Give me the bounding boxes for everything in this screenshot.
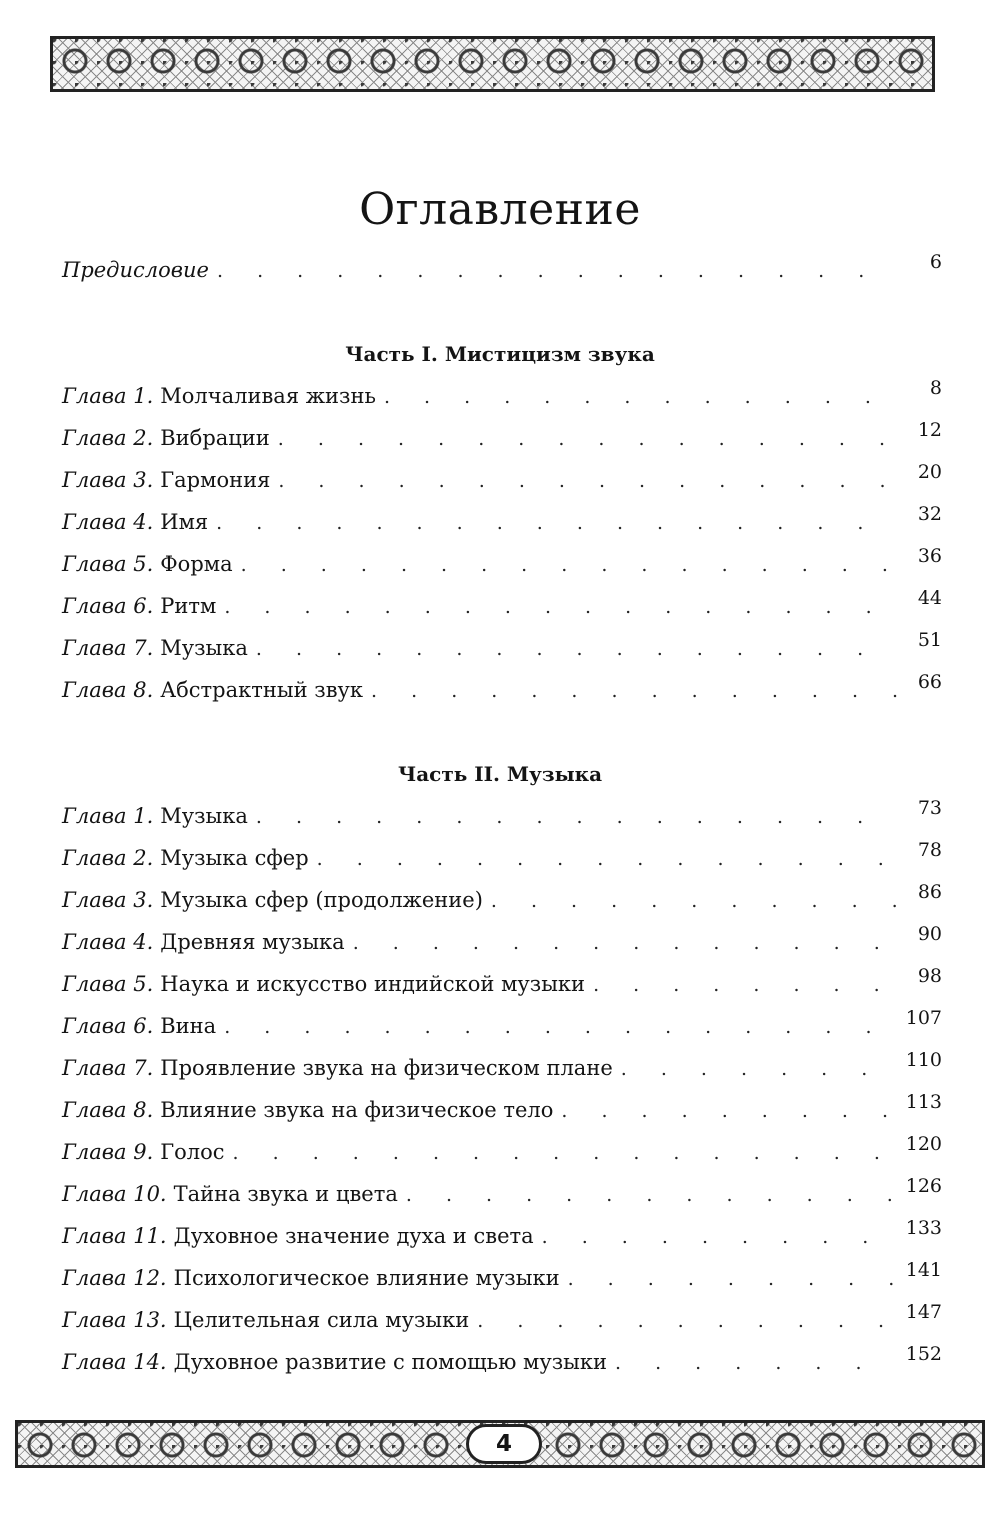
chapter-prefix: Глава 3. xyxy=(62,468,154,492)
chapter-title: Ритм xyxy=(160,594,217,618)
toc-page-number: 32 xyxy=(917,503,942,525)
dot-leader xyxy=(224,1016,896,1038)
dot-leader xyxy=(233,1142,896,1164)
chapter-title: Музыка xyxy=(160,636,248,660)
chapter-title: Наука и искусство индийской музыки xyxy=(160,972,586,996)
chapter-title: Голос xyxy=(160,1140,225,1164)
part-heading: Часть I. Мистицизм звука xyxy=(345,342,655,366)
chapter-prefix: Глава 1. xyxy=(62,384,154,408)
toc-page-number: 133 xyxy=(905,1217,942,1239)
dot-leader xyxy=(491,890,898,912)
chapter-prefix: Глава 10. xyxy=(62,1182,167,1206)
chapter-prefix: Глава 4. xyxy=(62,510,154,534)
chapter-title: Гармония xyxy=(160,468,271,492)
toc-page-number: 73 xyxy=(917,797,942,819)
toc-page-number: 120 xyxy=(905,1133,942,1155)
toc-page-number: 147 xyxy=(905,1301,942,1323)
dot-leader xyxy=(353,932,898,954)
toc-entry[interactable] xyxy=(62,1217,942,1254)
toc-page-number: 113 xyxy=(905,1091,942,1113)
dot-leader xyxy=(256,806,898,828)
toc-entry[interactable] xyxy=(62,923,942,960)
dot-leader xyxy=(568,1268,896,1290)
chapter-title: Проявление звука на физическом плане xyxy=(160,1056,613,1080)
toc-entry[interactable] xyxy=(62,587,942,624)
toc-entry-preface[interactable] xyxy=(62,251,942,288)
dot-leader xyxy=(278,470,898,492)
chapter-title: Абстрактный звук xyxy=(160,678,364,702)
chapter-prefix: Глава 12. xyxy=(62,1266,167,1290)
toc-page-number: 110 xyxy=(905,1049,942,1071)
toc-preface-label: Предисловие xyxy=(62,258,209,282)
toc-entry[interactable] xyxy=(62,1133,942,1170)
toc-page-number: 98 xyxy=(917,965,942,987)
chapter-title: Духовное развитие с помощью музыки xyxy=(173,1350,608,1374)
toc-entry[interactable] xyxy=(62,1007,942,1044)
toc-entry[interactable] xyxy=(62,965,942,1002)
chapter-prefix: Глава 2. xyxy=(62,846,154,870)
toc-page-number: 36 xyxy=(917,545,942,567)
toc-entry[interactable] xyxy=(62,839,942,876)
toc-entry[interactable] xyxy=(62,461,942,498)
chapter-prefix: Глава 6. xyxy=(62,594,154,618)
toc-entry[interactable] xyxy=(62,629,942,666)
dot-leader xyxy=(216,512,898,534)
toc-page-number: 51 xyxy=(917,629,942,651)
toc-entry[interactable] xyxy=(62,377,942,414)
toc-entry[interactable] xyxy=(62,1091,942,1128)
toc-page-number: 152 xyxy=(905,1343,942,1365)
toc-entry[interactable] xyxy=(62,1259,942,1296)
dot-leader xyxy=(217,260,898,282)
toc-page-number: 141 xyxy=(905,1259,942,1281)
toc-page-number: 44 xyxy=(917,587,942,609)
toc-page-number: 78 xyxy=(917,839,942,861)
toc-entry[interactable] xyxy=(62,1301,942,1338)
toc-page-number: 12 xyxy=(917,419,942,441)
dot-leader xyxy=(256,638,898,660)
toc-page-number: 90 xyxy=(917,923,942,945)
chapter-title: Имя xyxy=(160,510,209,534)
chapter-title: Духовное значение духа и света xyxy=(173,1224,534,1248)
dot-leader xyxy=(542,1226,896,1248)
dot-leader xyxy=(621,1058,896,1080)
toc-entry[interactable] xyxy=(62,1175,942,1212)
chapter-prefix: Глава 8. xyxy=(62,678,154,702)
toc-entry[interactable] xyxy=(62,797,942,834)
chapter-title: Вибрации xyxy=(160,426,270,450)
top-ornament-border xyxy=(50,36,935,92)
dot-leader xyxy=(384,386,898,408)
dot-leader xyxy=(615,1352,896,1374)
chapter-title: Молчаливая жизнь xyxy=(160,384,376,408)
dot-leader xyxy=(241,554,898,576)
chapter-prefix: Глава 14. xyxy=(62,1350,167,1374)
chapter-title: Вина xyxy=(160,1014,217,1038)
part-heading: Часть II. Музыка xyxy=(397,762,603,786)
toc-page-number: 8 xyxy=(929,377,942,399)
chapter-title: Влияние звука на физическое тело xyxy=(160,1098,554,1122)
chapter-prefix: Глава 5. xyxy=(62,552,154,576)
chapter-title: Музыка сфер (продолжение) xyxy=(160,888,483,912)
chapter-title: Музыка xyxy=(160,804,248,828)
chapter-prefix: Глава 5. xyxy=(62,972,154,996)
chapter-prefix: Глава 13. xyxy=(62,1308,167,1332)
chapter-prefix: Глава 2. xyxy=(62,426,154,450)
chapter-title: Древняя музыка xyxy=(160,930,345,954)
toc-entry[interactable] xyxy=(62,671,942,708)
chapter-prefix: Глава 3. xyxy=(62,888,154,912)
page-title: Оглавление xyxy=(359,184,641,236)
toc-page-number: 66 xyxy=(917,671,942,693)
dot-leader xyxy=(317,848,898,870)
dot-leader xyxy=(593,974,898,996)
dot-leader xyxy=(477,1310,895,1332)
chapter-prefix: Глава 8. xyxy=(62,1098,154,1122)
toc-page-number: 126 xyxy=(905,1175,942,1197)
dot-leader xyxy=(224,596,898,618)
page-number: 4 xyxy=(466,1424,542,1464)
chapter-title: Музыка сфер xyxy=(160,846,309,870)
chapter-prefix: Глава 7. xyxy=(62,1056,154,1080)
chapter-prefix: Глава 1. xyxy=(62,804,154,828)
chapter-prefix: Глава 9. xyxy=(62,1140,154,1164)
dot-leader xyxy=(406,1184,896,1206)
toc-entry[interactable] xyxy=(62,419,942,456)
toc-entry[interactable] xyxy=(62,881,942,918)
chapter-prefix: Глава 4. xyxy=(62,930,154,954)
dot-leader xyxy=(561,1100,895,1122)
toc-page-number: 86 xyxy=(917,881,942,903)
dot-leader xyxy=(278,428,898,450)
chapter-title: Психологическое влияние музыки xyxy=(173,1266,560,1290)
chapter-prefix: Глава 7. xyxy=(62,636,154,660)
chapter-title: Тайна звука и цвета xyxy=(173,1182,398,1206)
chapter-prefix: Глава 6. xyxy=(62,1014,154,1038)
dot-leader xyxy=(371,680,898,702)
chapter-title: Целительная сила музыки xyxy=(173,1308,470,1332)
toc-page-number: 107 xyxy=(905,1007,942,1029)
toc-entry[interactable] xyxy=(62,1049,942,1086)
toc-entry[interactable] xyxy=(62,1343,942,1380)
toc-entry[interactable] xyxy=(62,545,942,582)
toc-page-number: 6 xyxy=(929,251,942,273)
chapter-prefix: Глава 11. xyxy=(62,1224,167,1248)
toc-entry[interactable] xyxy=(62,503,942,540)
chapter-title: Форма xyxy=(160,552,233,576)
toc-page-number: 20 xyxy=(917,461,942,483)
